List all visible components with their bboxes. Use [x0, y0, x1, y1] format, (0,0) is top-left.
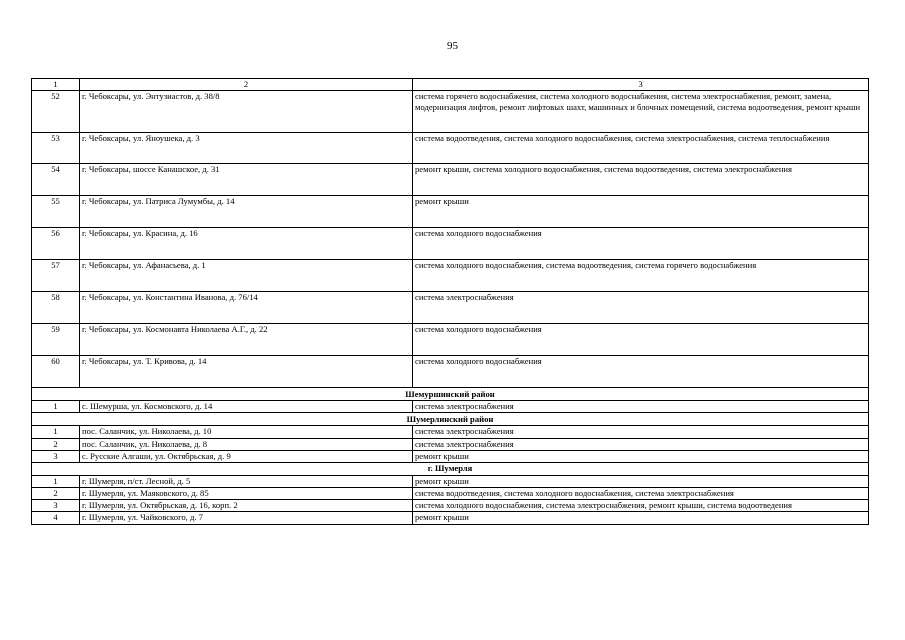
table-row: [32, 164, 869, 196]
table-row: [32, 292, 869, 324]
row-number: 1: [32, 426, 80, 438]
row-number: 56: [32, 228, 80, 260]
table-row: [32, 512, 869, 524]
header-col-1: 1: [32, 79, 80, 91]
section-header-row: [32, 388, 869, 401]
row-address: г. Шумерля, п/ст. Лесной, д. 5: [80, 475, 413, 487]
section-title: Шумерлинский район: [32, 413, 869, 426]
row-address: г. Чебоксары, ул. Энтузиастов, д. 38/8: [80, 91, 413, 133]
row-works: система электроснабжения: [413, 438, 869, 450]
row-works: ремонт крыши: [413, 475, 869, 487]
table-row: [32, 438, 869, 450]
row-address: г. Чебоксары, ул. Афанасьева, д. 1: [80, 260, 413, 292]
table-row: [32, 488, 869, 500]
table-header-row: [32, 79, 869, 91]
row-number: 3: [32, 500, 80, 512]
table-row: [32, 324, 869, 356]
row-number: 52: [32, 91, 80, 133]
section-header-row: [32, 413, 869, 426]
row-address: г. Чебоксары, ул. Яноушека, д. 3: [80, 133, 413, 164]
table-row: [32, 196, 869, 228]
row-address: г. Чебоксары, ул. Космонавта Николаева А.Г., д. 22: [80, 324, 413, 356]
section-title: г. Шумерля: [32, 462, 869, 475]
row-address: г. Чебоксары, шоссе Канашское, д. 31: [80, 164, 413, 196]
table-row: [32, 91, 869, 133]
table-row: [32, 426, 869, 438]
row-number: 1: [32, 475, 80, 487]
row-number: 60: [32, 356, 80, 388]
row-number: 58: [32, 292, 80, 324]
row-works: ремонт крыши, система холодного водоснабжения, система водоотведения, система электроснабжения: [413, 164, 869, 196]
table-row: [32, 500, 869, 512]
row-works: система холодного водоснабжения: [413, 324, 869, 356]
header-col-2: 2: [80, 79, 413, 91]
table-row: [32, 356, 869, 388]
row-address: г. Шумерля, ул. Чайковского, д. 7: [80, 512, 413, 524]
row-number: 53: [32, 133, 80, 164]
row-address: г. Чебоксары, ул. Т. Кривова, д. 14: [80, 356, 413, 388]
row-address: с. Шемурша, ул. Космовского, д. 14: [80, 401, 413, 413]
section-header-row: [32, 462, 869, 475]
row-works: система холодного водоснабжения: [413, 356, 869, 388]
row-number: 3: [32, 450, 80, 462]
row-number: 59: [32, 324, 80, 356]
row-address: г. Чебоксары, ул. Патриса Лумумбы, д. 14: [80, 196, 413, 228]
row-works: ремонт крыши: [413, 450, 869, 462]
row-works: система горячего водоснабжения, система холодного водоснабжения, система электроснабжения, ремонт, замена, модернизация лифтов, ремонт лифтовых шахт, машинных и блочных помещений, система водоотведения, ремонт крыши: [413, 91, 869, 133]
row-works: система водоотведения, система холодного водоснабжения, система электроснабжения: [413, 488, 869, 500]
row-address: пос. Саланчик, ул. Николаева, д. 10: [80, 426, 413, 438]
row-works: ремонт крыши: [413, 196, 869, 228]
works-table: [31, 78, 869, 525]
header-col-3: 3: [413, 79, 869, 91]
row-address: г. Чебоксары, ул. Константина Иванова, д. 76/14: [80, 292, 413, 324]
works-table-body: [32, 79, 869, 525]
page-number: 95: [447, 40, 458, 52]
row-works: система водоотведения, система холодного водоснабжения, система электроснабжения, система теплоснабжения: [413, 133, 869, 164]
row-works: система холодного водоснабжения, система водоотведения, система горячего водоснабжения: [413, 260, 869, 292]
row-address: г. Чебоксары, ул. Красина, д. 16: [80, 228, 413, 260]
table-row: [32, 401, 869, 413]
row-number: 54: [32, 164, 80, 196]
table-row: [32, 450, 869, 462]
row-works: система электроснабжения: [413, 426, 869, 438]
row-address: пос. Саланчик, ул. Николаева, д. 8: [80, 438, 413, 450]
row-works: система холодного водоснабжения: [413, 228, 869, 260]
row-address: с. Русские Алгаши, ул. Октябрьская, д. 9: [80, 450, 413, 462]
row-number: 2: [32, 488, 80, 500]
row-number: 2: [32, 438, 80, 450]
row-number: 1: [32, 401, 80, 413]
row-works: система электроснабжения: [413, 401, 869, 413]
row-works: ремонт крыши: [413, 512, 869, 524]
row-address: г. Шумерля, ул. Октябрьская, д. 16, корп. 2: [80, 500, 413, 512]
table-row: [32, 475, 869, 487]
table-row: [32, 228, 869, 260]
row-number: 57: [32, 260, 80, 292]
row-works: система холодного водоснабжения, система электроснабжения, ремонт крыши, система водоотведения: [413, 500, 869, 512]
row-number: 55: [32, 196, 80, 228]
row-works: система электроснабжения: [413, 292, 869, 324]
row-address: г. Шумерля, ул. Маяковского, д. 85: [80, 488, 413, 500]
row-number: 4: [32, 512, 80, 524]
section-title: Шемуршинский район: [32, 388, 869, 401]
table-row: [32, 133, 869, 164]
table-row: [32, 260, 869, 292]
